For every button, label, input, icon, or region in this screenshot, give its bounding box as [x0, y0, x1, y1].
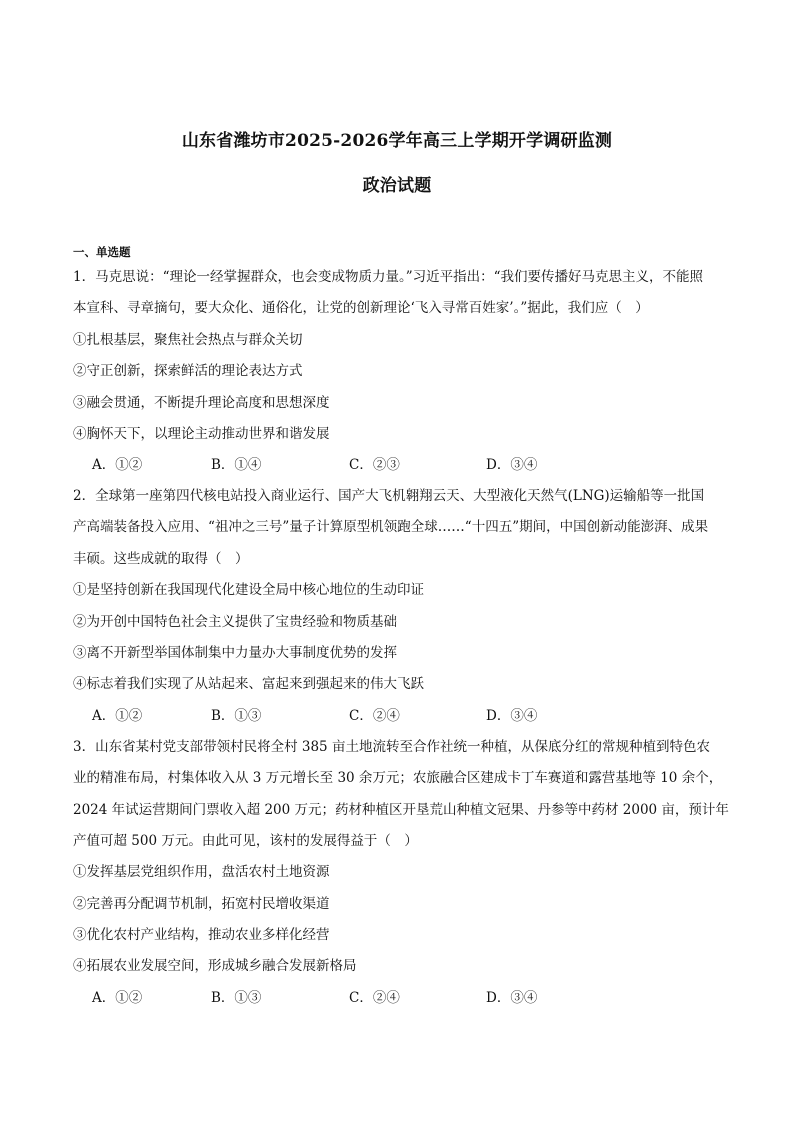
- q1-statement-4: ④胸怀天下，以理论主动推动世界和谐发展: [73, 426, 330, 442]
- section-heading: 一、单选题: [73, 245, 131, 259]
- page-title: 山东省潍坊市2025-2026学年高三上学期开学调研监测: [181, 131, 613, 151]
- page-subtitle: 政治试题: [362, 176, 432, 196]
- q1-stem-line-2: 本宣科、寻章摘句，要大众化、通俗化，让党的创新理论‘飞入寻常百姓家’。”据此，我们应（ ）: [73, 300, 649, 316]
- q3-statement-2: ②完善再分配调节机制，拓宽村民增收渠道: [73, 896, 330, 912]
- q2-option-d[interactable]: D．③④: [486, 708, 538, 724]
- q2-stem-line-2: 产高端装备投入应用、“祖冲之三号”量子计算原型机领跑全球……“十四五”期间，中国创新动能澎湃、成果: [73, 519, 709, 535]
- q3-option-b[interactable]: B．①③: [211, 990, 262, 1006]
- q3-statement-3: ③优化农村产业结构，推动农业多样化经营: [73, 927, 330, 943]
- q1-option-b[interactable]: B．①④: [211, 457, 262, 473]
- q3-statement-1: ①发挥基层党组织作用，盘活农村土地资源: [73, 864, 330, 880]
- q1-option-d[interactable]: D．③④: [486, 457, 538, 473]
- q2-statement-4: ④标志着我们实现了从站起来、富起来到强起来的伟大飞跃: [73, 676, 424, 692]
- q1-statement-1: ①扎根基层，聚焦社会热点与群众关切: [73, 332, 303, 348]
- q2-option-b[interactable]: B．①③: [211, 708, 262, 724]
- q1-statement-3: ③融会贯通，不断提升理论高度和思想深度: [73, 395, 330, 411]
- q2-stem-line-1: 2．全球第一座第四代核电站投入商业运行、国产大飞机翱翔云天、大型液化天然气(LNG)运输船等一批国: [73, 488, 705, 504]
- q3-option-a[interactable]: A．①②: [92, 990, 143, 1006]
- q1-option-a[interactable]: A．①②: [92, 457, 143, 473]
- q2-statement-2: ②为开创中国特色社会主义提供了宝贵经验和物质基础: [73, 614, 397, 630]
- q2-option-c[interactable]: C．②④: [349, 708, 400, 724]
- q2-statement-1: ①是坚持创新在我国现代化建设全局中核心地位的生动印证: [73, 582, 424, 598]
- q2-stem-line-3: 丰硕。这些成就的取得（ ）: [73, 551, 249, 567]
- q2-statement-3: ③离不开新型举国体制集中力量办大事制度优势的发挥: [73, 645, 397, 661]
- q3-stem-line-2: 业的精准布局，村集体收入从 3 万元增长至 30 余万元；农旅融合区建成卡丁车赛道和露营基地等 10 余个，: [73, 770, 723, 786]
- q3-option-c[interactable]: C．②④: [349, 990, 400, 1006]
- q3-option-d[interactable]: D．③④: [486, 990, 538, 1006]
- q1-option-c[interactable]: C．②③: [349, 457, 400, 473]
- q3-statement-4: ④拓展农业发展空间，形成城乡融合发展新格局: [73, 958, 357, 974]
- q1-stem-line-1: 1．马克思说：“理论一经掌握群众，也会变成物质力量。”习近平指出：“我们要传播好马克思主义，不能照: [73, 269, 704, 285]
- q3-stem-line-3: 2024 年试运营期间门票收入超 200 万元；药材种植区开垦荒山种植文冠果、丹参等中药材 2000 亩，预计年: [73, 802, 729, 818]
- q2-option-a[interactable]: A．①②: [92, 708, 143, 724]
- q3-stem-line-1: 3．山东省某村党支部带领村民将全村 385 亩土地流转至合作社统一种植，从保底分红的常规种植到特色农: [73, 739, 710, 755]
- q1-statement-2: ②守正创新，探索鲜活的理论表达方式: [73, 363, 303, 379]
- q3-stem-line-4: 产值可超 500 万元。由此可见，该村的发展得益于（ ）: [73, 833, 418, 849]
